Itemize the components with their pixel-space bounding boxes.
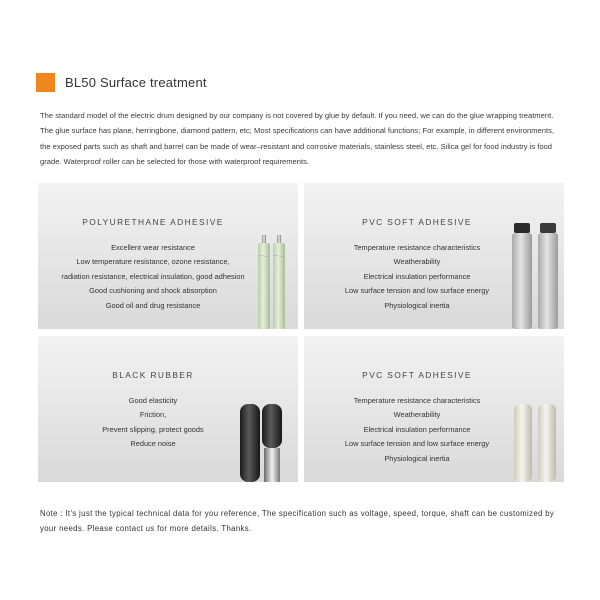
feature-list (38, 241, 268, 313)
feature-item: Low surface tension and low surface energy (344, 286, 490, 296)
feature-item: Physiological inertia (384, 300, 450, 310)
feature-item: Electrical insulation performance (363, 271, 471, 281)
feature-list (38, 394, 268, 452)
panel-title: BLACK RUBBER (112, 370, 194, 380)
feature-item: Prevent slipping, protect goods (102, 424, 204, 434)
pvc-white-roller-image (510, 404, 560, 482)
feature-item: Weatherability (393, 257, 441, 267)
feature-list (304, 394, 530, 466)
feature-item: Friction, (139, 410, 167, 420)
orange-square-icon (36, 73, 55, 92)
feature-list (304, 241, 530, 313)
feature-item: Low temperature resistance, ozone resistance, (76, 257, 230, 267)
pvc-grey-roller-image (508, 223, 562, 329)
intro-paragraph: The standard model of the electric drum designed by our company is not covered by glue by default. If you need, we can do the glue wrapping treatment. The glue surface has plane, herringbone, diamond pattern, etc; Most specifications can have additional functions; For example, in different environments, the exposed parts such as shaft and barrel can be made of wear–resistant and corrosive materials, stainless steel, etc. Silica gel for food industry is food grade. Waterproof roller can be selected for those with waterproof requirements. (40, 111, 554, 167)
panel-title: POLYURETHANE ADHESIVE (82, 217, 224, 227)
panel-title: PVC SOFT ADHESIVE (362, 370, 472, 380)
panel-title: PVC SOFT ADHESIVE (362, 217, 472, 227)
panel-pvc-soft-adhesive-1 (304, 183, 564, 329)
feature-item: Good cushioning and shock absorption (89, 286, 217, 296)
panel-polyurethane-adhesive (38, 183, 298, 329)
feature-item: Electrical insulation performance (363, 424, 471, 434)
feature-item: Weatherability (393, 410, 441, 420)
polyurethane-roller-image (256, 235, 290, 329)
panel-black-rubber (38, 336, 298, 482)
feature-item: Good oil and drug resistance (105, 300, 201, 310)
black-rubber-roller-image (236, 400, 288, 482)
section-title: BL50 Surface treatment (65, 74, 207, 90)
feature-item: Reduce noise (130, 439, 176, 449)
feature-item: Excellent wear resistance (111, 243, 195, 252)
feature-item: Good elasticity (128, 396, 178, 405)
feature-item: radiation resistance, electrical insulation, good adhesion (61, 271, 245, 281)
footer-note: Note : It's just the typical technical data for you reference, The specification such as voltage, speed, torque, shaft can be customized by your needs. Please contact us for more details. Thanks. (40, 509, 555, 534)
section-header (36, 72, 207, 92)
feature-item: Low surface tension and low surface energy (344, 439, 490, 449)
feature-item: Physiological inertia (384, 453, 450, 463)
panel-pvc-soft-adhesive-2 (304, 336, 564, 482)
feature-item: Temperature resistance characteristics (353, 396, 481, 405)
feature-item: Temperature resistance characteristics (353, 243, 481, 252)
